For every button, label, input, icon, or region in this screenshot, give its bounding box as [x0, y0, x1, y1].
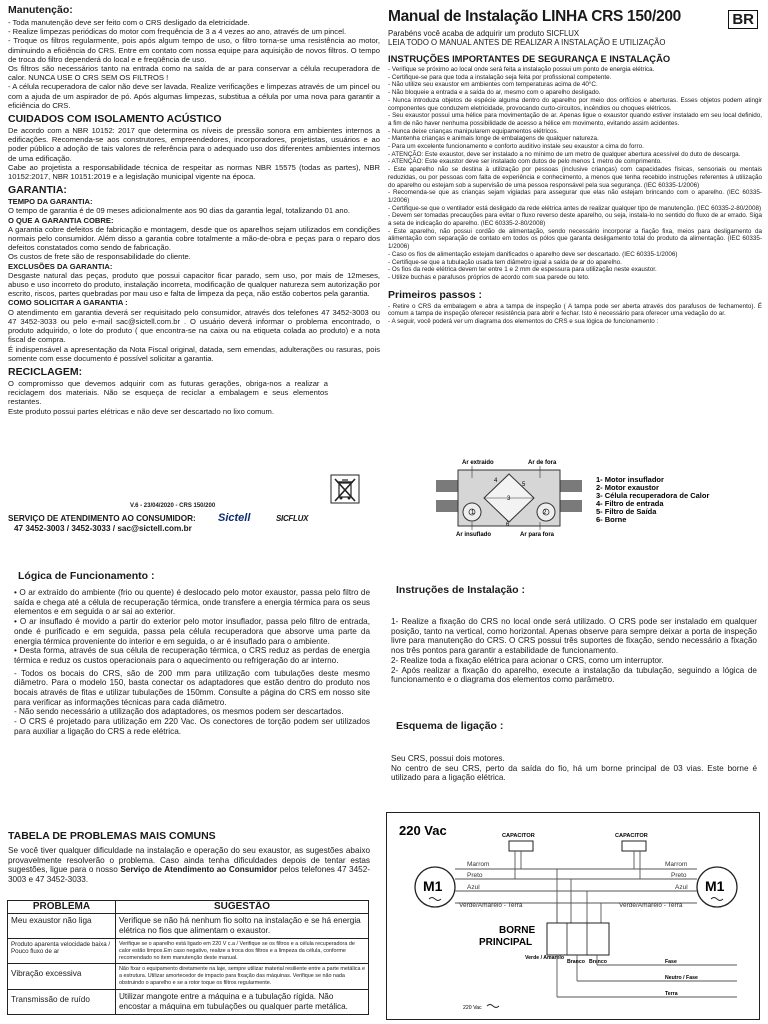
esquema-heading: Esquema de ligação : [396, 720, 504, 732]
problemas-heading: TABELA DE PROBLEMAS MAIS COMUNS [8, 830, 216, 842]
legend-item: 2- Motor exaustor [596, 483, 659, 492]
diagram-number: 1 [471, 510, 475, 516]
safety-item: - Os fios da rede elétrica devem ter entre 1 e 2 mm de espessura para utilização neste exaustor. [388, 266, 657, 274]
label-ar-extraido: Ar extraido [462, 460, 494, 466]
sictell-logo: Sictell [218, 512, 251, 524]
cobre-text: Os custos de frete são de responsabilidade do cliente. [8, 252, 191, 262]
primeiros-text [388, 303, 762, 326]
solicitar-heading: COMO SOLICITAR A GARANTIA : [8, 298, 128, 308]
suggestion-cell: Verifique se não há nenhum fio solto na instalação e se há energia elétrica no fios que alimentam o exaustor. [116, 914, 369, 939]
wire-label: Azul [467, 884, 480, 891]
terminal-label: Verde / Amarelo [525, 955, 565, 961]
legend-item: 6- Borne [596, 515, 627, 524]
legend-item: 1- Motor insuflador [596, 475, 664, 484]
safety-item: - Não bloqueie a entrada e a saída do ar, mesmo com o aparelho desligado. [388, 89, 601, 97]
primeiros-paragraph: - Retire o CRS da embalagem e abra a tampa de inspeção ( A tampa pode ser aberta através dos parafusos de fechamento). É comum a tampa de inspeção oferecer resistência para abrir e fechar. Isto é necessário para oferecer uma vedação do ar. [388, 302, 762, 318]
legend-item: 5- Filtro de Saída [596, 507, 657, 516]
acustico-heading: CUIDADOS COM ISOLAMENTO ACÚSTICO [8, 113, 222, 126]
wire-label: Verde/Amarelo - Terra [459, 902, 523, 909]
crs-diagram [430, 456, 760, 540]
language-badge: BR [728, 10, 758, 29]
cobre-heading: O QUE A GARANTIA COBRE: [8, 215, 114, 225]
reciclagem-paragraph: O compromisso que devemos adquirir com as futuras gerações, obriga-nos a realizar a reciclagem dos materiais. Não se esqueça de reciclar a embalagem e seus elementos restantes. [8, 378, 328, 407]
terminal-label: Branco [589, 959, 607, 965]
safety-item: - Mantenha crianças e animais longe de embalagens de qualquer natureza. [388, 135, 599, 143]
sac-line-1: SERVIÇO DE ATENDIMENTO AO CONSUMIDOR: [8, 514, 196, 523]
problemas-intro [8, 846, 370, 885]
line-label: Terra [665, 991, 678, 997]
instalacao-paragraph: 2- Realize toda a fixação elétrica para acionar o CRS, como um interruptor. [391, 655, 664, 665]
sicflux-logo: SICFLUX [276, 514, 309, 523]
solicitar-text: É indispensável a apresentação da Nota Fiscal original, datada, sem emendas, adulterações ou rasuras, pois somente com esse documento é possível solicitar a garantia. [8, 344, 380, 363]
problem-cell: Meu exaustor não liga [8, 914, 116, 939]
exclusoes-heading: EXCLUSÕES DA GARANTIA: [8, 261, 113, 271]
solicitar-text: O atendimento em garantia deverá ser requisitado pelo consumidor, através dos telefones 47 3452-3003 ou 47 3452-3033 ou pelo e-mail sac@sictell.com.br . O usuário deverá informar o problema encontrado, o produto adquirido, o lote do produto ( que encontra-se na caixa ou na etiqueta colada ao produto) e a nota fiscal de compra. [8, 307, 380, 345]
safety-item: - Não utilize seu exaustor em ambientes com temperaturas acima de 40°C. [388, 81, 598, 89]
esquema-paragraph: No centro de seu CRS, perto da saída do fio, há um borne principal de 03 vias. Este borne é utilizado para a ligação elétrica. [391, 763, 757, 783]
logica-paragraph: - Não sendo necessário a utilização dos adaptadores, os mesmos podem ser descartados. [14, 707, 344, 717]
safety-item: - Verifique se próximo ao local onde será feita a instalação possui um ponto de energia elétrica. [388, 66, 655, 73]
garantia-text [8, 197, 380, 363]
table-row [8, 914, 369, 939]
acustico-text [8, 126, 380, 181]
esquema-text [391, 754, 757, 783]
supply-label: 220 Vac [463, 1005, 482, 1011]
instalacao-paragraph: 2- Após realizar a fixação do aparelho, execute a instalação da tubulação, seguindo a lógica de funcionamento e o diagrama dos elementos como parâmetro. [391, 665, 757, 685]
safety-item: - Nunca introduza objetos de espécie alguma dentro do aparelho por meio dos orifícios e aberturas. Esses objetos podem atingir componentes que conduzem eletricidade, provocando curto-circuitos, incêndios ou choques elétricos. [388, 96, 762, 112]
primeiros-heading: Primeiros passos : [388, 288, 482, 301]
problemas-intro-b: pelos telefones 47 3452-3003 e 47 3452-3033. [8, 865, 370, 885]
wire-label: Marrom [665, 861, 688, 868]
subtitle-2: LEIA TODO O MANUAL ANTES DE REALIZAR A INSTALAÇÃO E UTILIZAÇÃO [388, 38, 666, 47]
safety-item: - Recomenda-se que as crianças sejam vigiadas para assegurar que elas não estejam brincando com o aparelho. (IEC 60335-1/2006) [388, 189, 762, 204]
problemas-intro-a: Se você tiver qualquer dificuldade na instalação e operação do seu exaustor, as sugestões abaixo provavelmente resolverão o problema. Caso ainda tenha dificuldades depois de tentar estas sugestões, ligue para o nosso [8, 846, 370, 875]
manutencao-item: - Troque os filtros regularmente, pois após algum tempo de uso, o filtro torna-se uma resistência ao motor, diminuindo a eficiência do CRS. Entre em contato com nossa equipe para aquisição de novos filtros. O tempo de troca do filtro dependerá do local e e freqüência de uso. [8, 36, 380, 64]
safety-item: - Certifique-se para que toda a instalação seja feita por profissional competente. [388, 73, 612, 81]
safety-item: - ATENÇÃO: Este exaustor, deve ser instalado a no mínimo de um metro de qualquer abertura acessível do duto de descarga. [388, 150, 741, 158]
safety-item: - ATENÇÃO: Este exaustor deve ser instalado com dutos de pelo menos 1 metro de comprimento. [388, 158, 662, 166]
weee-bin-icon [330, 474, 360, 504]
table-row [8, 939, 369, 964]
safety-item: - Este aparelho, não possui cordão de alimentação, sendo necessário incorporar a fiação fixa, meios para desligamento da alimentação com separação de contato em todos os pólos que garanta desligamento total do produto da alimentação. (IEC 60335-1/2006) [388, 227, 762, 251]
wire-label: Marrom [467, 861, 490, 868]
reciclagem-text [8, 379, 328, 416]
diagram-number: 4 [494, 478, 498, 484]
safety-item: - Este aparelho não se destina à utilização por pessoas (inclusive crianças) com capacidades físicas, sensoriais ou mentais reduzidas, ou por pessoas com falta de experiência e conhecimento, a menos que tenha recebido instruções referentes à utilização do aparelho ou estejam sob a supervisão de uma pessoa responsável pela sua segurança. (IEC 60335-1/2006) [388, 166, 762, 189]
label-ar-de-fora: Ar de fora [528, 460, 557, 466]
manutencao-item: Os filtros são necessários tanto na entrada como na saída de ar para conservar a célula recuperadora de calor. NUNCA USE O CRS SEM OS FILTROS ! [8, 64, 380, 83]
borne-label: BORNE [499, 925, 536, 936]
line-label: Neutro / Fase [665, 975, 698, 981]
safety-item: - Utilize buchas e parafusos próprios de acordo com sua parede ou teto. [388, 273, 590, 281]
instalacao-text [391, 617, 757, 685]
exclusoes-text: Desgaste natural das peças, produto que possui capacitor ficar parado, sem uso, por mais de 12meses, abuso e uso incorreto do produto, instalação incorreta, modificação de qualquer natureza sem autorização por escrito, riscos, partes quebradas por mau uso e falta de limpeza da peça, não estão cobertos pela garantia. [8, 270, 380, 299]
manutencao-item: - Toda manutenção deve ser feito com o CRS desligado da eletricidade. [8, 18, 250, 27]
logica-paragraph: • O ar insuflado é movido a partir do exterior pelo motor insuflador, passa pelo filtro de entrada, onde é purificado e em seguida, passa pela célula recuperadora que absorve uma parte da energia térmica proveniente do interior e em seguida, o ar é insuflado para o ambiente. [14, 617, 370, 646]
table-row [8, 989, 369, 1014]
label-ar-para-fora: Ar para fora [520, 532, 555, 538]
manual-title: Manual de Instalação LINHA CRS 150/200 [388, 8, 681, 25]
problemas-intro-bold: Serviço de Atendimento ao Consumidor [120, 865, 278, 875]
left-column [8, 4, 380, 416]
reciclagem-heading: RECICLAGEM: [8, 365, 83, 378]
safety-heading: INSTRUÇÕES IMPORTANTES DE SEGURANÇA E INSTALAÇÃO [388, 53, 671, 64]
safety-item: - Seu exaustor possui uma hélice para movimentação de ar. Apenas ligue o exaustor quando estiver instalado em seu local definido, a fim de não haver nenhuma possibilidade de acesso a hélice em movimento, evitando assim acidentes. [388, 112, 762, 127]
problem-cell: Vibração excessiva [8, 964, 116, 989]
cobre-text: A garantia cobre defeitos de fabricação e montagem, desde que os aparelhos sejam utilizados em condições normais pelo consumidor. Além disso a garantia cobre totalmente a mão-de-obra e peças para o reparo dos defeitos constatados como sendo de fabricação. [8, 224, 380, 253]
logica-text [14, 588, 370, 737]
problems-table [7, 900, 369, 1015]
sac-line-2: 47 3452-3003 / 3452-3033 / sac@sictell.com.br [14, 524, 192, 533]
table-header-row [8, 901, 369, 914]
wire-label: Preto [467, 872, 483, 879]
logica-heading: Lógica de Funcionamento : [18, 570, 155, 582]
wire-label: Verde/Amarelo - Terra [619, 902, 683, 909]
version-label: V.6 - 23/04/2020 - CRS 150/200 [130, 503, 216, 509]
diagram-number: 6 [506, 522, 510, 528]
logica-paragraph: • Desta forma, através de sua célula de recuperação térmica, o CRS reduz as perdas de energia térmica e reduz os custos operacionais para o aquecimento ou refrigeração do ar interno. [14, 646, 370, 665]
line-label: Fase [665, 959, 677, 965]
safety-item: - Certifique-se que o ventilador está desligado da rede elétrica antes de realizar qualquer tipo de manutenção. (IEC 60335-2-80/2008) [388, 204, 762, 212]
borne-label: PRINCIPAL [479, 937, 533, 948]
diagram-number: 2 [543, 510, 547, 516]
safety-item: - Devem ser tomadas precauções para evitar o fluxo reverso deste aparelho, ou seja, instala-lo no sentido do fluxo de ar errado. Siga a seta de indicação do aparelho. (IEC 60335-2-80/2008) [388, 212, 762, 228]
manutencao-item: - A célula recuperadora de calor não deve ser lavada. Realize verificações e limpezas através de um pincel ou com a ajuda de um aspirador de pó. Após algumas limpezas, substitua a célula por uma nova para garantir a eficiência do CRS. [8, 82, 380, 110]
terminal-label: Branco [567, 959, 585, 965]
capacitor-right-label: CAPACITOR [615, 833, 648, 839]
diagram-number: 5 [522, 482, 526, 488]
garantia-heading: GARANTIA: [8, 184, 67, 197]
tempo-text: O tempo de garantia é de 09 meses adicionalmente aos 90 dias da garantia legal, totalizando 01 ano. [8, 206, 350, 216]
capacitor-left-label: CAPACITOR [502, 833, 535, 839]
manutencao-item: - Realize limpezas periódicas do motor com frequência de 3 a 4 vezes ao ano, através de um pincel. [8, 27, 347, 37]
subtitle-1: Parabéns você acaba de adquirir um produto SICFLUX [388, 29, 580, 38]
motor-left-label: M1 [423, 878, 443, 894]
suggestion-cell: Não fixar o equipamento diretamente na laje, sempre utilizar material resiliente entre a parte metálica e a estrutura. Utilizar amortecedor de impacto para fixação das máquinas. Verifique se não nada obstruindo o aparelho e se a rotor toque os filtros regularmente. [116, 964, 369, 989]
logica-paragraph: - Todos os bocais do CRS, são de 200 mm para utilização com tubulações deste mesmo diâmetro. Para o modelo 150, basta conectar os adaptadores que estão dentro do produto nos bocais através de fitas e utilizar tubulações de 150mm. Consulte a página do CRS em nosso site para verificar as informações técnicas para cada diâmetro. [14, 668, 370, 707]
manutencao-text [8, 18, 380, 110]
safety-list [388, 66, 762, 282]
logica-paragraph: • O ar extraído do ambiente (frio ou quente) é deslocado pelo motor exaustor, passa pelo filtro de saída e chega até a célula de recuperação térmica, onde transfere a energia térmica para os seus elementos e em seguida o ar sai ao exterior. [14, 588, 370, 617]
wire-label: Preto [671, 872, 687, 879]
right-column [388, 8, 762, 326]
acustico-paragraph: De acordo com a NBR 10152: 2017 que determina os níveis de pressão sonora em ambientes internos a edificações. Recomenda-se aos construtores, empreendedores, incorporadores, projetistas, usuários e ao poder público a adoção de tais valores de referência para o adequado uso dos diferentes ambientes internos de uma edificação. [8, 126, 380, 163]
manutencao-heading: Manutenção: [8, 4, 73, 16]
column-header-sugestao: SUGESTÃO [116, 901, 369, 914]
table-row [8, 964, 369, 989]
voltage-label: 220 Vac [399, 823, 447, 838]
primeiros-paragraph: - A seguir, você poderá ver um diagrama dos elementos do CRS e sua lógica de funcionamento : [388, 318, 659, 326]
legend-item: 3- Célula recuperadora de Calor [596, 491, 710, 500]
safety-item: - Certifique-se que a tubulação usada tem diâmetro igual a saída de ar do aparelho. [388, 258, 622, 266]
safety-item: - Caso os fios de alimentação estejam danificados o aparelho deve ser descartado. (IEC 60335-1/2006) [388, 250, 678, 258]
manual-title-row [388, 8, 762, 28]
column-header-problema: PROBLEMA [8, 901, 116, 914]
wire-label: Azul [675, 884, 688, 891]
suggestion-cell: Verifique se o aparelho está ligado em 220 V c.a / Verifique se os filtros e a célula recuperadora de calor estão limpos.Em caso negativo, realize a troca dos filtros e a limpeza da célula, conforme recomendado no item manutenção deste manual. [116, 939, 369, 964]
legend-item: 4- Filtro de entrada [596, 499, 664, 508]
diagram-number: 3 [507, 496, 511, 502]
label-ar-insuflado: Ar insuflado [456, 532, 492, 538]
problem-cell: Transmissão de ruído [8, 989, 116, 1014]
tempo-heading: TEMPO DA GARANTIA: [8, 197, 93, 207]
diagram-legend [596, 475, 709, 524]
acustico-paragraph: Cabe ao projetista a responsabilidade técnica de respeitar as normas NBR 15575 (todas as partes), NBR 10152:2017, NBR 10151:2019 e a legislação municipal vigente na época. [8, 162, 380, 182]
problem-cell: Produto aparenta velocidade baixa / Pouco fluxo de ar [8, 939, 116, 964]
instalacao-paragraph: 1- Realize a fixação do CRS no local onde será utilizado. O CRS pode ser instalado em qualquer posição, tanto na vertical, como horizontal. Apenas observe para sempre deixar a porta de inspeção livre para manutenção do CRS. O CRS possui três suportes de fixação, sendo necessário a fixação nos três pontos para garantir a estabilidade de funcionamento. [391, 617, 757, 656]
motor-right-label: M1 [705, 878, 725, 894]
reciclagem-paragraph: Este produto possui partes elétricas e não deve ser descartado no lixo comum. [8, 406, 274, 416]
instalacao-heading: Instruções de Instalação : [396, 584, 525, 596]
wiring-diagram [386, 812, 760, 1020]
suggestion-cell: Utilizar mangote entre a máquina e a tubulação rígida. Não encostar a máquina em tubulações ou qualquer parte metálica. [116, 989, 369, 1014]
safety-item: - Nunca deixe crianças manipularem equipamentos elétricos. [388, 127, 559, 135]
esquema-paragraph: Seu CRS, possui dois motores. [391, 754, 505, 763]
safety-item: - Para um excelente funcionamento e conforto auditivo instale seu exaustor a cima do forro. [388, 143, 644, 151]
logica-paragraph: - O CRS é projetado para utilização em 220 Vac. Os conectores de torção podem ser utilizados para auxiliar a ligação do CRS a rede elétrica. [14, 717, 370, 736]
